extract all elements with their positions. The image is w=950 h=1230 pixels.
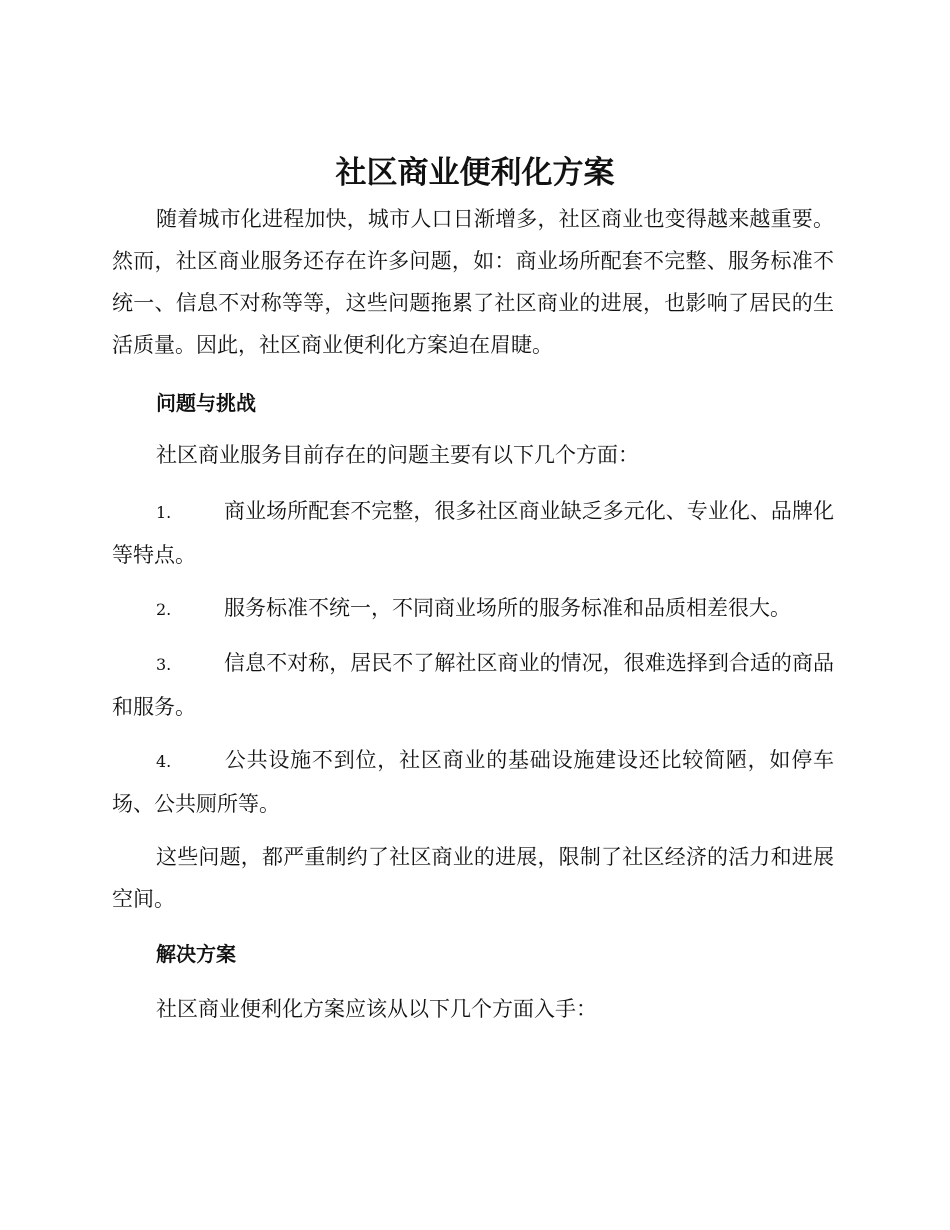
section-lead-solutions: 社区商业便利化方案应该从以下几个方面入手： — [156, 997, 597, 1021]
section-heading-solutions: 解决方案 — [156, 942, 236, 966]
list-item — [112, 587, 834, 631]
list-item-number: 4. — [156, 752, 172, 771]
section-lead-problems: 社区商业服务目前存在的问题主要有以下几个方面： — [156, 443, 639, 467]
section-conclusion-problems: 这些问题，都严重制约了社区商业的进展，限制了社区经济的活力和进展空间。 — [112, 845, 834, 911]
list-item-text: 公共设施不到位，社区商业的基础设施建设还比较简陋，如停车场、公共厕所等。 — [112, 748, 834, 816]
list-item-text: 服务标准不统一，不同商业场所的服务标准和品质相差很大。 — [224, 596, 791, 620]
list-item-text: 信息不对称，居民不了解社区商业的情况，很难选择到合适的商品和服务。 — [112, 651, 834, 719]
list-item-text: 商业场所配套不完整，很多社区商业缺乏多元化、专业化、品牌化等特点。 — [112, 499, 834, 567]
list-item — [112, 642, 834, 728]
intro-paragraph: 随着城市化进程加快，城市人口日渐增多，社区商业也变得越来越重要。然而，社区商业服务还存在许多问题，如：商业场所配套不完整、服务标准不统一、信息不对称等等，这些问题拖累了社区商业的进展，也影响了居民的生活质量。因此，社区商业便利化方案迫在眉睫。 — [112, 207, 834, 357]
list-item — [112, 490, 834, 576]
section-heading-problems: 问题与挑战 — [156, 391, 256, 415]
document-title: 社区商业便利化方案 — [335, 155, 615, 191]
list-item — [112, 739, 834, 825]
list-item-number: 1. — [156, 503, 172, 522]
list-item-number: 3. — [156, 655, 172, 674]
list-item-number: 2. — [156, 600, 172, 619]
